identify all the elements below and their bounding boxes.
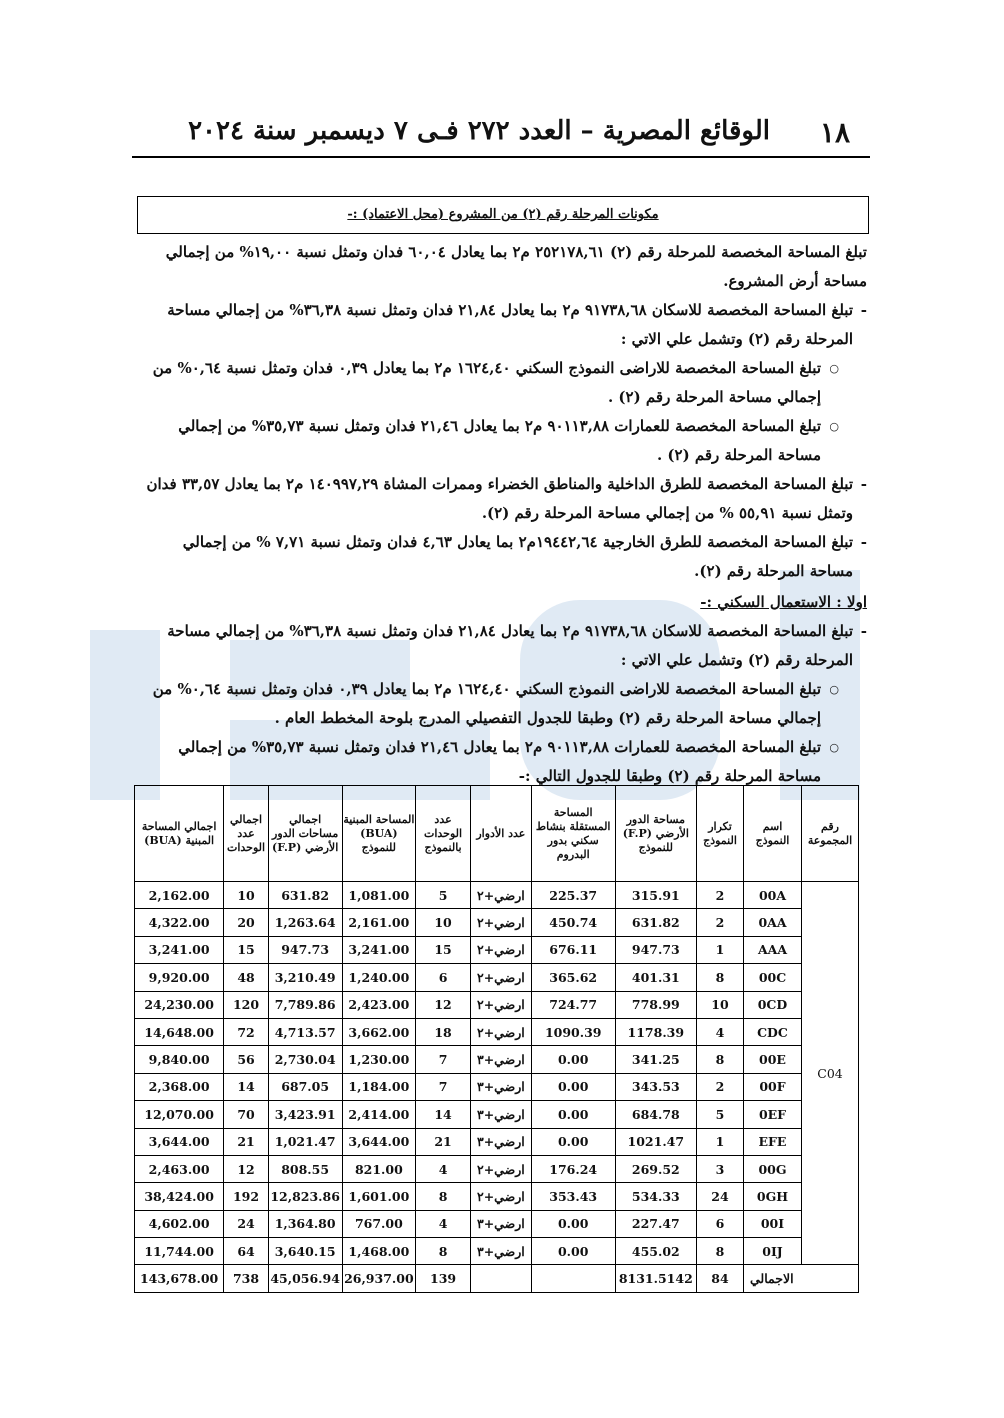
table-row — [135, 882, 859, 909]
table-row — [135, 1238, 859, 1265]
header-independent: المساحة المستقلة بنشاط سكني بدور البدروم — [531, 786, 615, 882]
cell-total-fp: 12,823.86 — [268, 1183, 342, 1210]
cell-independent: 0.00 — [531, 1210, 615, 1237]
cell-total-fp: 4,713.57 — [268, 1018, 342, 1045]
cell-total-fp: 1,021.47 — [268, 1128, 342, 1155]
cell-repeat: 2 — [697, 909, 744, 936]
cell-total-bua: 2,463.00 — [135, 1155, 224, 1182]
cell-bua: 1,601.00 — [342, 1183, 416, 1210]
cell-independent: 0.00 — [531, 1101, 615, 1128]
cell-total-fp: 808.55 — [268, 1155, 342, 1182]
table-row — [135, 909, 859, 936]
cell-independent: 0.00 — [531, 1238, 615, 1265]
cell-bua: 3,644.00 — [342, 1128, 416, 1155]
bullet-housing-area: - تبلغ المساحة المخصصة للاسكان ٩١٧٣٨,٦٨ م٢ بما يعادل ٢١,٨٤ فدان وتمثل نسبة ٣٦,٣٨% من إجمالي مساحة المرحلة رقم (٢) وتشمل علي الاتي : — [137, 296, 867, 354]
cell-total-fp: 3,210.49 — [268, 964, 342, 991]
cell-model: 00C — [743, 964, 801, 991]
table-row — [135, 1073, 859, 1100]
cell-fp: 778.99 — [615, 991, 696, 1018]
cell-floors: ارضي+٣ — [470, 1128, 531, 1155]
table-row — [135, 1046, 859, 1073]
cell-units: 8 — [416, 1238, 471, 1265]
buildings-table — [134, 785, 859, 1293]
cell-total-bua: 14,648.00 — [135, 1018, 224, 1045]
cell-model: 0EF — [743, 1101, 801, 1128]
cell-total-fp: 7,789.86 — [268, 991, 342, 1018]
header-model: اسم النموذج — [743, 786, 801, 882]
cell-units: 14 — [416, 1101, 471, 1128]
cell-fp: 1178.39 — [615, 1018, 696, 1045]
body-text — [137, 238, 867, 791]
cell-total-units: 14 — [224, 1073, 269, 1100]
cell-independent: 0.00 — [531, 1046, 615, 1073]
cell-units: 7 — [416, 1046, 471, 1073]
cell-total-bua: 24,230.00 — [135, 991, 224, 1018]
cell-model: 00A — [743, 882, 801, 909]
cell-units: 12 — [416, 991, 471, 1018]
header-group: رقم المجموعة — [802, 786, 859, 882]
cell-model: 00I — [743, 1210, 801, 1237]
cell-floors: ارضي+٣ — [470, 1101, 531, 1128]
bullet-model-land: ○ تبلغ المساحة المخصصة للاراضى النموذج السكني ١٦٢٤,٤٠ م٢ بما يعادل ٠,٣٩ فدان وتمثل نسبة ٠,٦٤% من إجمالي مساحة المرحلة رقم (٢) . — [137, 354, 867, 412]
cell-units: 7 — [416, 1073, 471, 1100]
table-row — [135, 1210, 859, 1237]
table-row — [135, 991, 859, 1018]
cell-bua: 2,414.00 — [342, 1101, 416, 1128]
cell-independent: 365.62 — [531, 964, 615, 991]
cell-total-units: 20 — [224, 909, 269, 936]
totals-independent — [531, 1265, 615, 1292]
cell-floors: ارضي+٣ — [470, 1210, 531, 1237]
table-row — [135, 1101, 859, 1128]
cell-fp: 684.78 — [615, 1101, 696, 1128]
header-fp: مساحة الدور الأرضي (F.P) للنموذج — [615, 786, 696, 882]
cell-fp: 227.47 — [615, 1210, 696, 1237]
cell-model: 00G — [743, 1155, 801, 1182]
bullet-external-roads: - تبلغ المساحة المخصصة للطرق الخارجية ١٩٤٤٢,٦٤م٢ بما يعادل ٤,٦٣ فدان وتمثل نسبة ٧,٧١ % من إجمالي مساحة المرحلة رقم (٢). — [137, 528, 867, 586]
cell-total-units: 72 — [224, 1018, 269, 1045]
cell-bua: 2,423.00 — [342, 991, 416, 1018]
header-total-fp: اجمالي مساحات الدور الأرضي (F.P) — [268, 786, 342, 882]
cell-total-bua: 38,424.00 — [135, 1183, 224, 1210]
cell-total-units: 48 — [224, 964, 269, 991]
cell-bua: 3,662.00 — [342, 1018, 416, 1045]
cell-repeat: 2 — [697, 1073, 744, 1100]
cell-model: 0IJ — [743, 1238, 801, 1265]
cell-independent: 0.00 — [531, 1128, 615, 1155]
paragraph-phase-area: تبلغ المساحة المخصصة للمرحلة رقم (٢) ٢٥٢١٧٨,٦١ م٢ بما يعادل ٦٠,٠٤ فدان وتمثل نسبة ١٩,٠٠% من إجمالي مساحة أرض المشروع. — [165, 243, 867, 290]
cell-total-units: 15 — [224, 936, 269, 963]
cell-independent: 225.37 — [531, 882, 615, 909]
cell-units: 4 — [416, 1155, 471, 1182]
cell-model: 0CD — [743, 991, 801, 1018]
cell-repeat: 10 — [697, 991, 744, 1018]
cell-fp: 1021.47 — [615, 1128, 696, 1155]
table-row — [135, 1128, 859, 1155]
cell-total-bua: 4,322.00 — [135, 909, 224, 936]
cell-repeat: 8 — [697, 1046, 744, 1073]
cell-floors: ارضي+٢ — [470, 964, 531, 991]
cell-repeat: 1 — [697, 936, 744, 963]
cell-repeat: 5 — [697, 1101, 744, 1128]
table-row — [135, 1018, 859, 1045]
cell-units: 15 — [416, 936, 471, 963]
cell-fp: 455.02 — [615, 1238, 696, 1265]
table-totals-row — [135, 1265, 859, 1292]
cell-bua: 2,161.00 — [342, 909, 416, 936]
cell-total-fp: 687.05 — [268, 1073, 342, 1100]
totals-total-units: 738 — [224, 1265, 269, 1292]
cell-bua: 3,241.00 — [342, 936, 416, 963]
cell-total-units: 21 — [224, 1128, 269, 1155]
cell-independent: 0.00 — [531, 1073, 615, 1100]
cell-fp: 631.82 — [615, 909, 696, 936]
bullet-internal-roads: - تبلغ المساحة المخصصة للطرق الداخلية والمناطق الخضراء وممرات المشاة ١٤٠٩٩٧,٢٩ م٢ بما يعادل ٣٣,٥٧ فدان وتمثل نسبة ٥٥,٩١ % من إجمالي مساحة المرحلة رقم (٢). — [137, 470, 867, 528]
cell-units: 8 — [416, 1183, 471, 1210]
header-floors: عدد الأدوار — [470, 786, 531, 882]
cell-independent: 450.74 — [531, 909, 615, 936]
group-cell: C04 — [802, 882, 859, 1265]
cell-total-fp: 947.73 — [268, 936, 342, 963]
cell-total-units: 56 — [224, 1046, 269, 1073]
cell-independent: 724.77 — [531, 991, 615, 1018]
cell-total-units: 10 — [224, 882, 269, 909]
cell-floors: ارضي+٢ — [470, 936, 531, 963]
totals-units: 139 — [416, 1265, 471, 1292]
bullet-model-land-2: ○ تبلغ المساحة المخصصة للاراضى النموذج السكني ١٦٢٤,٤٠ م٢ بما يعادل ٠,٣٩ فدان وتمثل نسبة ٠,٦٤% من إجمالي مساحة المرحلة رقم (٢) وطبقا للجدول التفصيلي المدرج بلوحة المخطط العام . — [137, 675, 867, 733]
cell-repeat: 2 — [697, 882, 744, 909]
totals-fp: 8131.5142 — [615, 1265, 696, 1292]
cell-floors: ارضي+٢ — [470, 1018, 531, 1045]
cell-total-units: 24 — [224, 1210, 269, 1237]
cell-repeat: 24 — [697, 1183, 744, 1210]
cell-repeat: 3 — [697, 1155, 744, 1182]
totals-total-fp: 45,056.94 — [268, 1265, 342, 1292]
header-total-bua: اجمالي المساحة المبنية (BUA) — [135, 786, 224, 882]
totals-total-bua: 143,678.00 — [135, 1265, 224, 1292]
table-row — [135, 964, 859, 991]
header-repeat: تكرار النموذج — [697, 786, 744, 882]
cell-bua: 1,184.00 — [342, 1073, 416, 1100]
cell-units: 18 — [416, 1018, 471, 1045]
cell-total-bua: 9,840.00 — [135, 1046, 224, 1073]
cell-total-bua: 3,644.00 — [135, 1128, 224, 1155]
cell-bua: 767.00 — [342, 1210, 416, 1237]
cell-bua: 1,240.00 — [342, 964, 416, 991]
header-bua: المساحة المبنية (BUA) للنموذج — [342, 786, 416, 882]
cell-independent: 353.43 — [531, 1183, 615, 1210]
cell-independent: 176.24 — [531, 1155, 615, 1182]
bullet-buildings: ○ تبلغ المساحة المخصصة للعمارات ٩٠١١٣,٨٨ م٢ بما يعادل ٢١,٤٦ فدان وتمثل نسبة ٣٥,٧٣% من إجمالي مساحة المرحلة رقم (٢) . — [137, 412, 867, 470]
cell-repeat: 8 — [697, 1238, 744, 1265]
cell-model: 00F — [743, 1073, 801, 1100]
cell-model: AAA — [743, 936, 801, 963]
cell-floors: ارضي+٢ — [470, 1183, 531, 1210]
cell-total-bua: 3,241.00 — [135, 936, 224, 963]
cell-model: CDC — [743, 1018, 801, 1045]
page-number: ١٨ — [819, 116, 850, 149]
page-header — [132, 112, 870, 158]
cell-independent: 1090.39 — [531, 1018, 615, 1045]
totals-bua: 26,937.00 — [342, 1265, 416, 1292]
cell-model: 0AA — [743, 909, 801, 936]
table-row — [135, 936, 859, 963]
cell-repeat: 8 — [697, 964, 744, 991]
cell-total-bua: 9,920.00 — [135, 964, 224, 991]
cell-fp: 401.31 — [615, 964, 696, 991]
cell-repeat: 1 — [697, 1128, 744, 1155]
cell-bua: 1,081.00 — [342, 882, 416, 909]
cell-total-fp: 2,730.04 — [268, 1046, 342, 1073]
header-units: عدد الوحدات بالنموذج — [416, 786, 471, 882]
cell-total-units: 12 — [224, 1155, 269, 1182]
table-row — [135, 1155, 859, 1182]
cell-fp: 343.53 — [615, 1073, 696, 1100]
cell-floors: ارضي+٢ — [470, 882, 531, 909]
cell-fp: 315.91 — [615, 882, 696, 909]
totals-floors — [470, 1265, 531, 1292]
cell-repeat: 4 — [697, 1018, 744, 1045]
cell-fp: 534.33 — [615, 1183, 696, 1210]
cell-total-fp: 1,364.80 — [268, 1210, 342, 1237]
cell-total-units: 120 — [224, 991, 269, 1018]
cell-model: 0GH — [743, 1183, 801, 1210]
section-title-box: مكونات المرحلة رقم (٢) من المشروع (محل الاعتماد) :- — [137, 196, 869, 234]
cell-total-bua: 2,162.00 — [135, 882, 224, 909]
cell-total-bua: 12,070.00 — [135, 1101, 224, 1128]
cell-model: 00E — [743, 1046, 801, 1073]
bullet-buildings-2: ○ تبلغ المساحة المخصصة للعمارات ٩٠١١٣,٨٨ م٢ بما يعادل ٢١,٤٦ فدان وتمثل نسبة ٣٥,٧٣% من إجمالي مساحة المرحلة رقم (٢) وطبقا للجدول التالي :- — [137, 733, 867, 791]
cell-total-bua: 2,368.00 — [135, 1073, 224, 1100]
cell-total-fp: 1,263.64 — [268, 909, 342, 936]
page-title: الوقائع المصرية – العدد ٢٧٢ فـى ٧ ديسمبر سنة ٢٠٢٤ — [188, 116, 770, 146]
cell-fp: 341.25 — [615, 1046, 696, 1073]
cell-fp: 269.52 — [615, 1155, 696, 1182]
cell-total-units: 64 — [224, 1238, 269, 1265]
cell-floors: ارضي+٣ — [470, 1238, 531, 1265]
residential-use-heading: اولا : الاستعمال السكني :- — [700, 593, 867, 611]
cell-total-units: 70 — [224, 1101, 269, 1128]
cell-total-fp: 3,640.15 — [268, 1238, 342, 1265]
cell-units: 10 — [416, 909, 471, 936]
cell-floors: ارضي+٣ — [470, 1046, 531, 1073]
totals-repeat: 84 — [697, 1265, 744, 1292]
cell-units: 4 — [416, 1210, 471, 1237]
cell-bua: 821.00 — [342, 1155, 416, 1182]
cell-floors: ارضي+٢ — [470, 1155, 531, 1182]
cell-repeat: 6 — [697, 1210, 744, 1237]
totals-label: الاجمالي — [743, 1265, 858, 1292]
cell-total-bua: 11,744.00 — [135, 1238, 224, 1265]
table-row — [135, 1183, 859, 1210]
cell-bua: 1,468.00 — [342, 1238, 416, 1265]
table-header-row — [135, 786, 859, 882]
header-total-units: اجمالي عدد الوحدات — [224, 786, 269, 882]
cell-fp: 947.73 — [615, 936, 696, 963]
cell-floors: ارضي+٢ — [470, 909, 531, 936]
cell-total-fp: 631.82 — [268, 882, 342, 909]
cell-independent: 676.11 — [531, 936, 615, 963]
cell-total-bua: 4,602.00 — [135, 1210, 224, 1237]
bullet-housing-area-2: - تبلغ المساحة المخصصة للاسكان ٩١٧٣٨,٦٨ م٢ بما يعادل ٢١,٨٤ فدان وتمثل نسبة ٣٦,٣٨% من إجمالي مساحة المرحلة رقم (٢) وتشمل علي الاتي : — [137, 617, 867, 675]
cell-units: 21 — [416, 1128, 471, 1155]
cell-model: EFE — [743, 1128, 801, 1155]
cell-bua: 1,230.00 — [342, 1046, 416, 1073]
cell-total-units: 192 — [224, 1183, 269, 1210]
cell-total-fp: 3,423.91 — [268, 1101, 342, 1128]
cell-floors: ارضي+٢ — [470, 991, 531, 1018]
cell-units: 5 — [416, 882, 471, 909]
cell-units: 6 — [416, 964, 471, 991]
cell-floors: ارضي+٣ — [470, 1073, 531, 1100]
